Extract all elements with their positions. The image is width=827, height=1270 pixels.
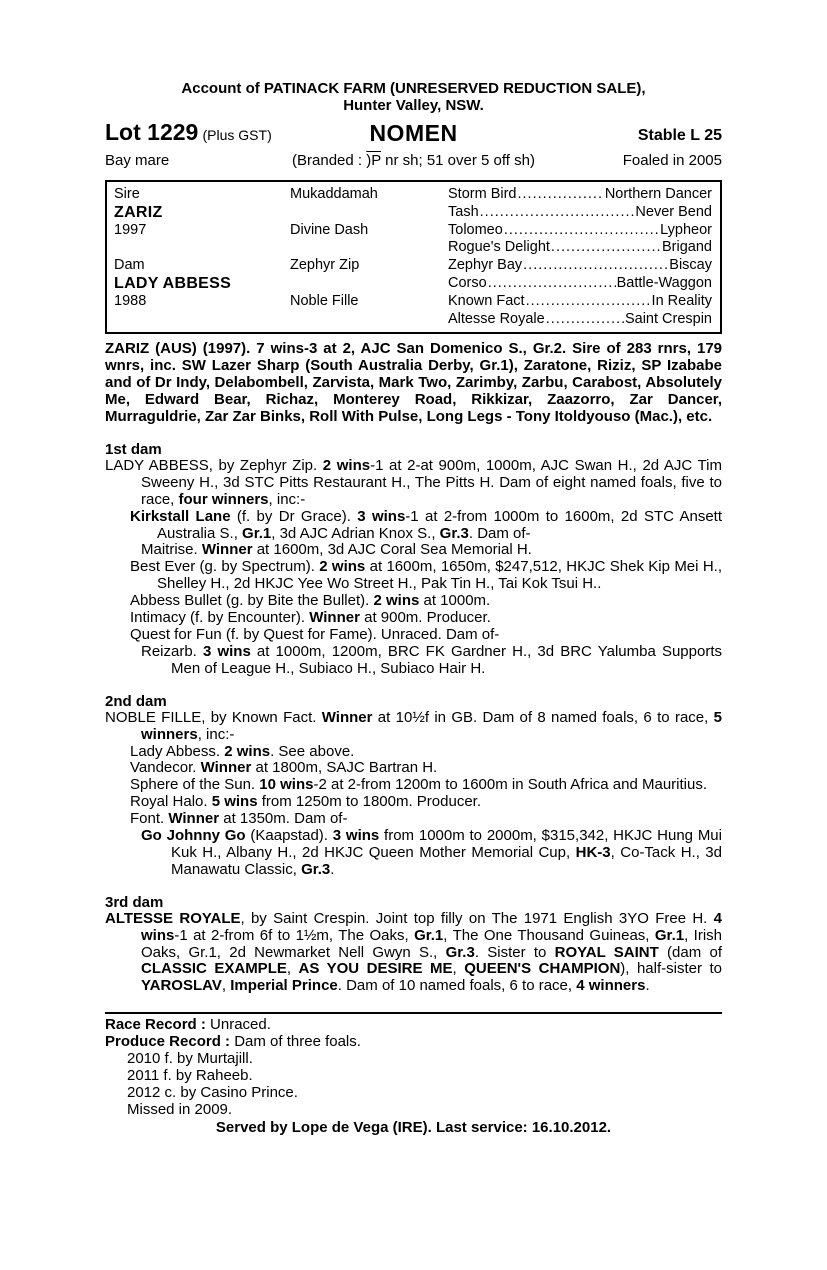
gst-note: (Plus GST) bbox=[202, 127, 272, 143]
section-heading: 1st dam bbox=[105, 440, 162, 458]
produce-item: Missed in 2009. bbox=[127, 1101, 233, 1119]
section-2nd-dam bbox=[105, 693, 722, 879]
dot-leader bbox=[480, 204, 635, 222]
ancestor-name: Storm Bird bbox=[448, 186, 517, 202]
pedigree-cell-sire-label: Sire bbox=[114, 186, 140, 202]
ancestor-name: Altesse Royale bbox=[448, 310, 545, 327]
pedigree-leader-row bbox=[448, 275, 712, 293]
foal-paragraph: Intimacy (f. by Encounter). Winner at 900m. Producer. bbox=[130, 609, 491, 627]
pedigree-cell-granddam: Divine Dash bbox=[290, 221, 369, 238]
grandfoal-paragraph: Go Johnny Go (Kaapstad). 3 wins from 1000m to 2000m, $315,342, HKJC Hung Mui Kuk H., Albany H., 2d HKJC Queen Mother Memorial Cup, HK-3, Co-Tack H., 3d Manawatu Classic, Gr.3. bbox=[141, 827, 722, 878]
pedigree-leader-row bbox=[448, 311, 712, 329]
lot-left bbox=[105, 119, 272, 146]
pedigree-leader-row bbox=[448, 257, 712, 275]
foal-paragraph: Sphere of the Sun. 10 wins-2 at 2-from 1200m to 1600m in South Africa and Mauritius. bbox=[130, 776, 707, 794]
dam-paragraph: LADY ABBESS, by Zephyr Zip. 2 wins-1 at 2-at 900m, 1000m, AJC Swan H., 2d AJC Tim Sweeny H., 3d STC Pitts Restaurant H., The Pitts H. Dam of eight named foals, five to race, four winners, inc:- bbox=[105, 456, 722, 508]
foal-paragraph: Abbess Bullet (g. by Bite the Bullet). 2 wins at 1000m. bbox=[130, 592, 491, 610]
ancestor-name: Rogue's Delight bbox=[448, 239, 550, 256]
dot-leader bbox=[526, 293, 651, 311]
sire-summary: ZARIZ (AUS) (1997). 7 wins-3 at 2, AJC San Domenico S., Gr.2. Sire of 283 rnrs, 179 wnrs, inc. SW Lazer Sharp (South Australia Derby, Gr.1), Zaratone, Riziz, SP Izababe and of Dr Indy, Delabombell, Zarvista, Mark Two, Zarimby, Zarbu, Carabost, Absolutely Me, Edward Bear, Richaz, Monterey Road, Rikkizar, Zaazorro, Zar Dancer, Murraguldrie, Zar Zar Binks, Roll With Pulse, Long Legs - Tony Itoldyouso (Mac.), etc. bbox=[105, 340, 722, 425]
account-line-2: Hunter Valley, NSW. bbox=[343, 97, 484, 114]
brand-suffix: nr sh; 51 over 5 off sh) bbox=[380, 152, 535, 169]
page-content bbox=[105, 80, 722, 1138]
pedigree-cell-dam-label: Dam bbox=[114, 257, 145, 274]
pedigree-table bbox=[105, 180, 722, 334]
pedigree-cell-sire-name: ZARIZ bbox=[114, 203, 163, 221]
pedigree-leader-row bbox=[448, 204, 712, 222]
section-1st-dam bbox=[105, 441, 722, 678]
dam-paragraph: NOBLE FILLE, by Known Fact. Winner at 10½f in GB. Dam of 8 named foals, 6 to race, 5 winners, inc:- bbox=[105, 708, 722, 743]
foal-paragraph: Royal Halo. 5 wins from 1250m to 1800m. Producer. bbox=[130, 793, 482, 811]
dot-leader bbox=[523, 257, 668, 275]
ancestor-name: Known Fact bbox=[448, 292, 525, 309]
dot-leader bbox=[546, 311, 624, 329]
pedigree-leader-row bbox=[448, 239, 712, 257]
section-heading: 3rd dam bbox=[105, 893, 164, 911]
account-line-1: Account of PATINACK FARM (UNRESERVED REDUCTION SALE), bbox=[181, 80, 646, 97]
ancestor-name: Tash bbox=[448, 203, 479, 220]
lot-row bbox=[105, 119, 722, 149]
foal-paragraph: Font. Winner at 1350m. Dam of- bbox=[130, 810, 348, 828]
grandfoal-paragraph: Maitrise. Winner at 1600m, 3d AJC Coral Sea Memorial H. bbox=[141, 541, 532, 559]
sex-colour: Bay mare bbox=[105, 152, 170, 169]
produce-record bbox=[105, 1033, 722, 1050]
ancestor-name: Battle-Waggon bbox=[616, 274, 712, 291]
ancestor-name: Corso bbox=[448, 274, 487, 291]
race-record-value: Unraced. bbox=[210, 1016, 271, 1034]
foal-paragraph: Best Ever (g. by Spectrum). 2 wins at 1600m, 1650m, $247,512, HKJC Shek Kip Mei H., Shelley H., 2d HKJC Yee Wo Street H., Pak Tin H., Tai Kok Tsui H.. bbox=[130, 558, 722, 593]
dam-paragraph: ALTESSE ROYALE, by Saint Crespin. Joint top filly on The 1971 English 3YO Free H. 4 wins-1 at 2-from 6f to 1½m, The Oaks, Gr.1, The One Thousand Guineas, Gr.1, Irish Oaks, Gr.1, 2d Newmarket Nell Gwyn S., Gr.3. Sister to ROYAL SAINT (dam of CLASSIC EXAMPLE, AS YOU DESIRE ME, QUEEN'S CHAMPION), half-sister to YAROSLAV, Imperial Prince. Dam of 10 named foals, 6 to race, 4 winners. bbox=[105, 909, 722, 995]
ancestor-name: Never Bend bbox=[635, 203, 712, 220]
ancestor-name: Biscay bbox=[669, 257, 712, 274]
pedigree-cell-damdam: Noble Fille bbox=[290, 292, 359, 309]
race-record-label: Race Record : bbox=[105, 1016, 206, 1034]
lot-number: Lot 1229 bbox=[105, 119, 199, 145]
produce-record-value: Dam of three foals. bbox=[234, 1033, 361, 1051]
pedigree-leader-row bbox=[448, 186, 712, 204]
brand-info bbox=[292, 152, 535, 169]
foal-paragraph: Quest for Fun (f. by Quest for Fame). Unraced. Dam of- bbox=[130, 625, 500, 643]
pedigree-cell-grandsire: Mukaddamah bbox=[290, 186, 378, 202]
foal-paragraph: Kirkstall Lane (f. by Dr Grace). 3 wins-1 at 2-from 1000m to 1600m, 2d STC Ansett Australia S., Gr.1, 3d AJC Adrian Knox S., Gr.3. Dam of- bbox=[130, 507, 722, 542]
pedigree-cell-damsire: Zephyr Zip bbox=[290, 257, 360, 274]
section-3rd-dam bbox=[105, 894, 722, 996]
produce-item: 2010 f. by Murtajill. bbox=[127, 1050, 253, 1068]
brand-symbol: )P bbox=[366, 152, 381, 169]
grandfoal-paragraph: Reizarb. 3 wins at 1000m, 1200m, BRC FK Gardner H., 3d BRC Yalumba Supports Men of League H., Subiaco H., Subiaco Hair H. bbox=[141, 642, 722, 677]
dot-leader bbox=[504, 222, 659, 240]
pedigree-cell-dam-name: LADY ABBESS bbox=[114, 274, 232, 292]
pedigree-leader-row bbox=[448, 293, 712, 311]
produce-record-label: Produce Record : bbox=[105, 1033, 231, 1051]
dot-leader bbox=[518, 186, 604, 204]
foal-paragraph: Vandecor. Winner at 1800m, SAJC Bartran H. bbox=[130, 759, 438, 777]
dot-leader bbox=[488, 275, 616, 293]
stable-number: Stable L 25 bbox=[637, 127, 722, 144]
foaled-year: Foaled in 2005 bbox=[622, 152, 722, 169]
foal-paragraph: Lady Abbess. 2 wins. See above. bbox=[130, 742, 355, 760]
ancestor-name: Tolomeo bbox=[448, 221, 503, 238]
pedigree-cell-dam-year: 1988 bbox=[114, 292, 147, 309]
served-line: Served by Lope de Vega (IRE). Last service: 16.10.2012. bbox=[215, 1119, 612, 1137]
ancestor-name: Brigand bbox=[662, 239, 712, 256]
ancestor-name: Saint Crespin bbox=[624, 310, 712, 327]
race-record bbox=[105, 1016, 722, 1033]
pedigree-leader-row bbox=[448, 222, 712, 240]
horse-name: NOMEN bbox=[369, 120, 458, 146]
ancestor-name: Zephyr Bay bbox=[448, 257, 523, 274]
produce-item: 2012 c. by Casino Prince. bbox=[127, 1084, 298, 1102]
ancestor-name: In Reality bbox=[651, 292, 712, 309]
ancestor-name: Northern Dancer bbox=[604, 186, 712, 202]
ancestor-name: Lypheor bbox=[660, 221, 712, 238]
divider-line bbox=[105, 1012, 722, 1014]
pedigree-cell-sire-year: 1997 bbox=[114, 221, 147, 238]
section-heading: 2nd dam bbox=[105, 692, 167, 710]
produce-item: 2011 f. by Raheeb. bbox=[127, 1067, 253, 1085]
description-row bbox=[105, 152, 722, 172]
dot-leader bbox=[551, 239, 661, 257]
brand-prefix: (Branded : bbox=[292, 152, 367, 169]
